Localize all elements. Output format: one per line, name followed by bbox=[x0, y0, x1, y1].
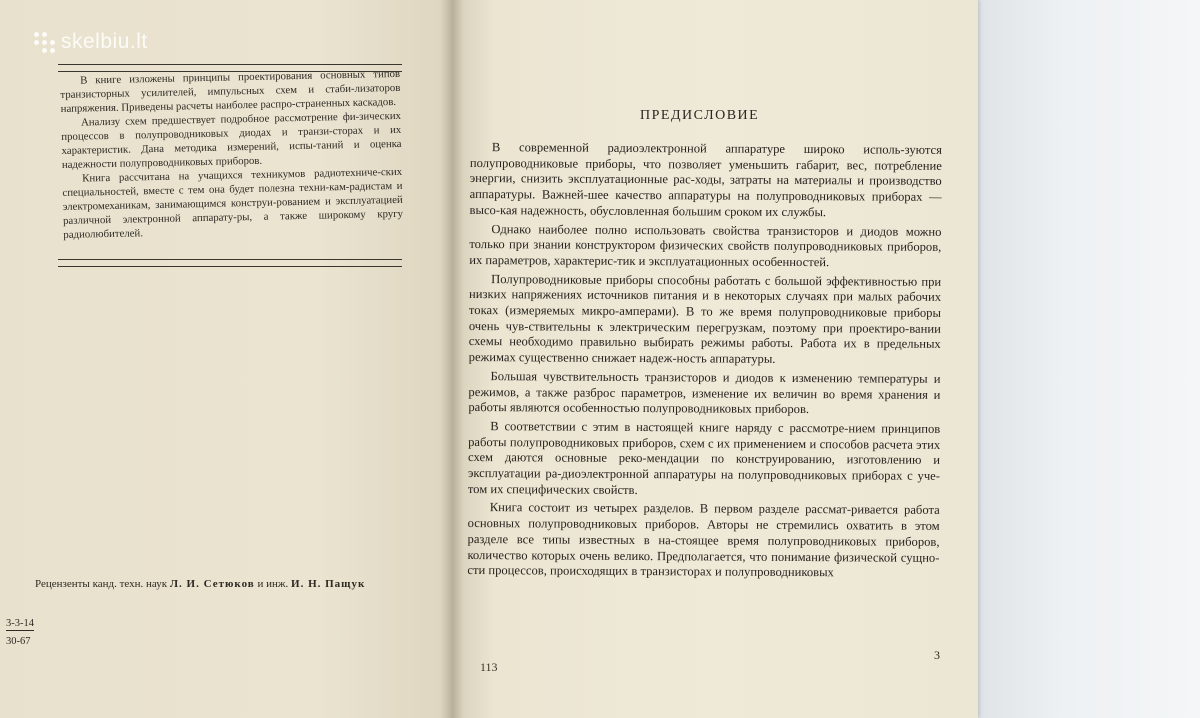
stamp-number: 113 bbox=[480, 660, 498, 674]
page-number: 3 bbox=[934, 648, 940, 662]
book-gutter-shadow bbox=[440, 0, 464, 718]
annotation-bottom-rule bbox=[58, 259, 402, 267]
background-surface bbox=[975, 0, 1200, 718]
annotation-paragraph: Анализу схем предшествует подробное рассмотрение фи-зических процессов в полупроводниковых диодах и транзи-сторах и их характеристик. Дана методика измерений, испы-таний и оценка надежности полупроводниковых приборов. bbox=[61, 109, 402, 171]
preface-paragraph: Полупроводниковые приборы способны работать с большой эффективностью при низких напряжениях источников питания и в некоторых случаях при малых рабочих токах (измеряемых микро-амперами). В то же время полупроводниковые приборы очень чув-ствительны к электрическим перегрузкам, поэтому при проектиро-вании схемы необходимо правильно выбирать режимы работы. Работа их в предельных режимах существенно снижает надеж-ность аппаратуры. bbox=[468, 271, 942, 367]
catalog-code-top: 3-3-14 bbox=[6, 618, 34, 629]
reviewers-prefix: Рецензенты канд. техн. наук bbox=[35, 578, 168, 590]
reviewer-name: И. Н. Пащук bbox=[291, 578, 366, 590]
watermark-logo-icon bbox=[34, 32, 55, 53]
annotation-paragraph: В книге изложены принципы проектирования основных типов транзисторных усилителей, импульсных схем и стаби-лизаторов напряжения. Приведены расчеты наиболее распро-страненных каскадов. bbox=[60, 67, 401, 115]
annotation-block bbox=[60, 67, 403, 242]
page-title: ПРЕДИСЛОВИЕ bbox=[640, 108, 760, 123]
preface-paragraph: Большая чувствительность транзисторов и диодов к изменению температуры и режимов, а также разброс параметров, изменение их величин во время хранения и работы являются особенностью полупроводниковых приборов. bbox=[468, 368, 941, 417]
reviewers-joiner: и инж. bbox=[257, 578, 289, 590]
catalog-code-bottom: 30-67 bbox=[6, 636, 31, 647]
preface-body bbox=[467, 140, 942, 585]
watermark-text: skelbiu.lt bbox=[61, 30, 148, 53]
preface-paragraph: Однако наиболее полно использовать свойства транзисторов и диодов можно только при знании конструктором физических свойств полупроводниковых приборов, их параметров, характерис-тик и эксплуатационных особенностей. bbox=[469, 221, 942, 270]
preface-paragraph: В соответствии с этим в настоящей книге наряду с рассмотре-нием принципов работы полупроводниковых приборов, схем с их применением и способов расчета этих схем даются основные реко-мендации по конструированию, изготовлению и эксплуатации ра-диоэлектронной аппаратуры на полупроводниковых приборах с уче-том их специфических свойств. bbox=[467, 419, 941, 497]
left-page bbox=[0, 0, 452, 718]
reviewers-line bbox=[35, 578, 435, 590]
preface-paragraph: Книга состоит из четырех разделов. В первом разделе рассмат-ривается работа основных полупроводниковых приборов. Авторы не стремились охватить в этом разделе все типы известных в на-стоящее время полупроводниковых приборов, количество которых очень велико. Предполагается, что понимание физической сущно-сти процессов, происходящих в транзисторах и полупроводниковых bbox=[467, 500, 940, 580]
preface-paragraph: В современной радиоэлектронной аппаратуре широко исполь-зуются полупроводниковые приборы, что позволяет уменьшить габарит, вес, потребление энергии, снизить эксплуатационные рас-ходы, затраты на материалы и производство аппаратуры. Важней-шее качество аппаратуры на полупроводниковых приборах — высо-кая надежность, обусловленная большим сроком их службы. bbox=[469, 140, 942, 219]
watermark bbox=[34, 30, 148, 54]
reviewer-name: Л. И. Сетюков bbox=[169, 578, 255, 590]
annotation-paragraph: Книга рассчитана на учащихся техникумов радиотехниче-ских специальностей, вместе с тем она будет полезна техни-кам-радистам и электромеханикам, занимающимся конструи-рованием и эксплуатацией различной электронной аппарату-ры, а также широкому кругу радиолюбителей. bbox=[62, 165, 404, 241]
